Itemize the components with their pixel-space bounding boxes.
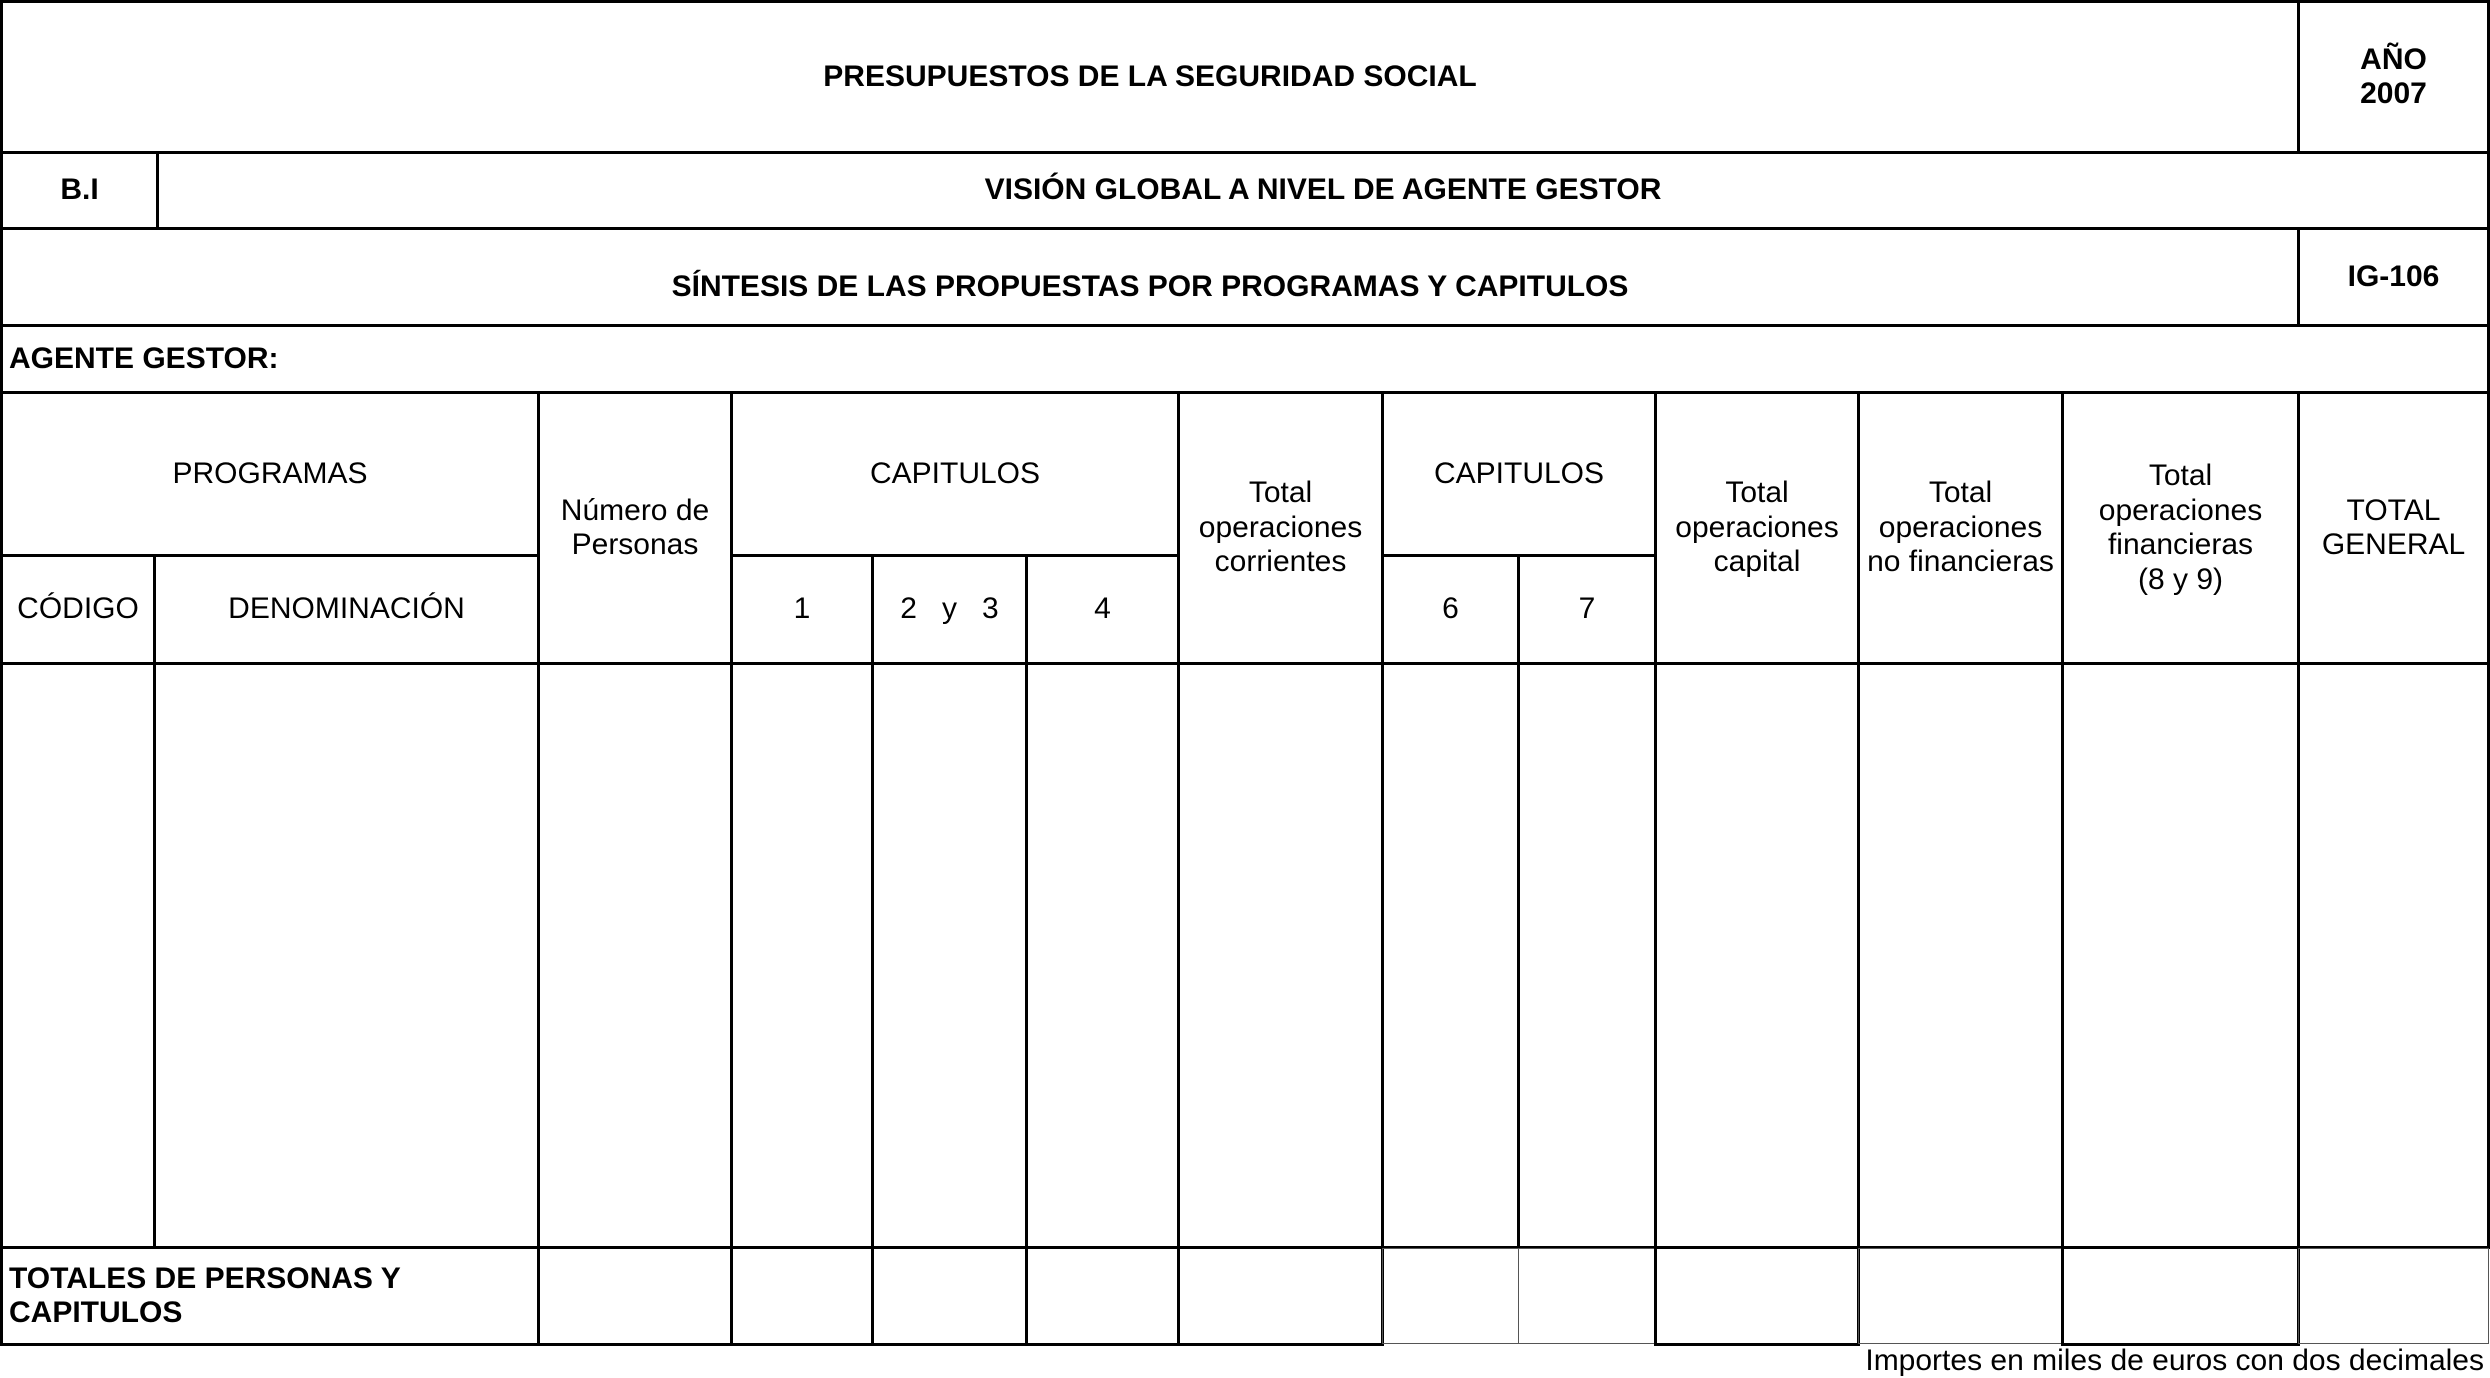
header-cap-6	[1381, 554, 1520, 665]
year-label: AÑO	[2360, 42, 2427, 76]
header-programas	[0, 391, 540, 557]
header-total-capital	[1654, 391, 1860, 665]
header-total-corrientes-text: Total operaciones corrientes	[1198, 476, 1363, 579]
header-cap-4	[1025, 554, 1180, 665]
body-total-corrientes	[1177, 662, 1384, 1249]
header-cap-1	[730, 554, 874, 665]
total-cap-6	[1382, 1248, 1519, 1344]
form-code-text: IG-106	[2347, 260, 2440, 293]
total-financieras	[2061, 1246, 2300, 1346]
header-cap-2y3	[871, 554, 1028, 665]
header-total-no-financieras-text: Total operaciones no financieras	[1867, 476, 2054, 579]
total-capital	[1654, 1246, 1860, 1346]
header-cap-2y3-text: 2 y 3	[900, 592, 999, 626]
section-title-text: VISIÓN GLOBAL A NIVEL DE AGENTE GESTOR	[984, 173, 1662, 207]
header-codigo-text: CÓDIGO	[17, 592, 139, 626]
header-capitulos-a-text: CAPITULOS	[869, 456, 1041, 490]
header-codigo	[0, 554, 156, 665]
header-total-no-financieras	[1857, 391, 2064, 665]
header-total-capital-text: Total operaciones capital	[1675, 476, 1839, 579]
section-code	[0, 151, 159, 230]
amounts-note: Importes en miles de euros con dos decimales	[1865, 1344, 2484, 1377]
body-cap-1	[730, 662, 874, 1249]
form-subtitle-text: SÍNTESIS DE LAS PROPUESTAS POR PROGRAMAS Y CAPITULOS	[671, 269, 1629, 303]
header-numero-personas	[537, 391, 733, 665]
year-box	[2297, 0, 2490, 154]
form-title-text: PRESUPUESTOS DE LA SEGURIDAD SOCIAL	[823, 59, 1477, 93]
section-code-text: B.I	[60, 173, 99, 207]
header-capitulos-a	[730, 391, 1180, 557]
header-cap-1-text: 1	[793, 592, 811, 626]
header-cap-7-text: 7	[1578, 592, 1596, 626]
agent-label: AGENTE GESTOR:	[9, 341, 279, 375]
header-total-financieras-text: Total operaciones financieras (8 y 9)	[2098, 459, 2263, 596]
header-numero-personas-text: Número de Personas	[560, 493, 710, 561]
totals-label-text: TOTALES DE PERSONAS Y CAPITULOS	[9, 1261, 401, 1329]
header-cap-7	[1517, 554, 1657, 665]
total-numero-personas	[537, 1246, 733, 1346]
agent-row	[0, 324, 2490, 394]
body-cap-6	[1381, 662, 1520, 1249]
header-programas-text: PROGRAMAS	[172, 456, 368, 490]
body-cap-4	[1025, 662, 1180, 1249]
section-title	[156, 151, 2490, 230]
header-total-corrientes	[1177, 391, 1384, 665]
body-cap-7	[1517, 662, 1657, 1249]
totals-label	[0, 1246, 540, 1346]
header-total-financieras	[2061, 391, 2300, 665]
header-total-general-text: TOTAL GENERAL	[2321, 493, 2466, 561]
body-total-capital	[1654, 662, 1860, 1249]
year-value: 2007	[2360, 77, 2427, 110]
body-codigo	[0, 662, 156, 1249]
body-total-financieras	[2061, 662, 2300, 1249]
body-numero-personas	[537, 662, 733, 1249]
total-corrientes	[1177, 1246, 1384, 1346]
total-general	[2298, 1248, 2489, 1344]
total-cap-7	[1518, 1248, 1656, 1344]
form-title	[0, 0, 2300, 154]
form-code	[2297, 227, 2490, 327]
total-cap-4	[1025, 1246, 1180, 1346]
total-no-financieras	[1858, 1248, 2063, 1344]
body-cap-2y3	[871, 662, 1028, 1249]
body-total-general	[2297, 662, 2490, 1249]
total-cap-1	[730, 1246, 874, 1346]
total-cap-2y3	[871, 1246, 1028, 1346]
form-subtitle	[0, 227, 2300, 327]
body-total-no-financieras	[1857, 662, 2064, 1249]
header-capitulos-b	[1381, 391, 1657, 557]
header-denominacion	[153, 554, 540, 665]
header-cap-6-text: 6	[1442, 592, 1459, 626]
header-denominacion-text: DENOMINACIÓN	[228, 592, 465, 626]
header-capitulos-b-text: CAPITULOS	[1433, 456, 1605, 490]
header-total-general	[2297, 391, 2490, 665]
header-cap-4-text: 4	[1094, 592, 1111, 626]
body-denominacion	[153, 662, 540, 1249]
